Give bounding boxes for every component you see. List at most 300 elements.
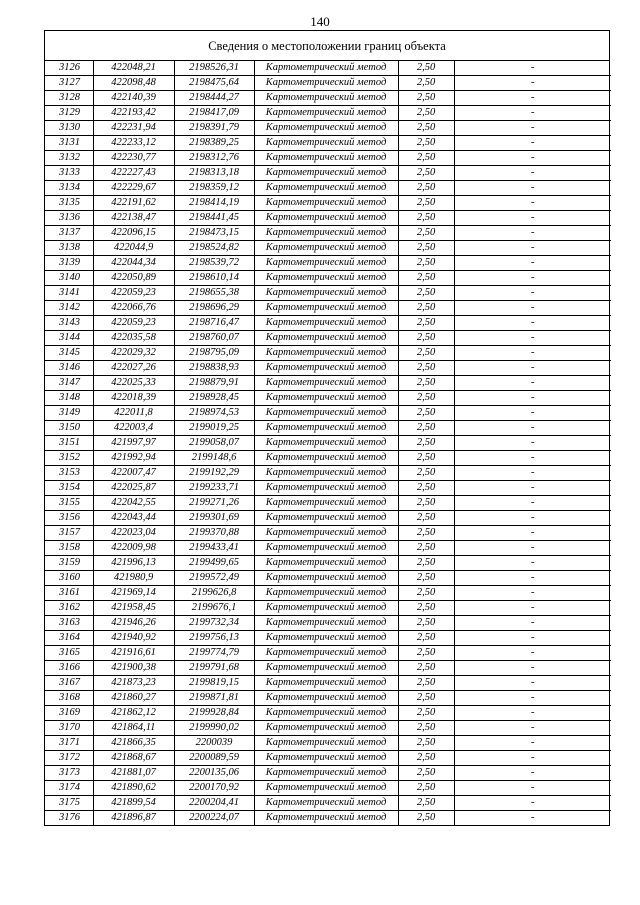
y-coordinate-cell: 2200089,59	[174, 751, 254, 766]
y-coordinate-cell: 2199676,1	[174, 601, 254, 616]
table-row	[45, 451, 611, 466]
x-coordinate-cell: 421997,97	[93, 436, 174, 451]
description-cell: -	[454, 796, 611, 811]
method-cell: Картометрический метод	[254, 61, 398, 76]
y-coordinate-cell: 2199148,6	[174, 451, 254, 466]
description-cell: -	[454, 286, 611, 301]
point-number-cell: 3170	[45, 721, 93, 736]
description-cell: -	[454, 571, 611, 586]
method-cell: Картометрический метод	[254, 301, 398, 316]
description-cell: -	[454, 271, 611, 286]
accuracy-cell: 2,50	[398, 121, 454, 136]
method-cell: Картометрический метод	[254, 511, 398, 526]
table-row	[45, 421, 611, 436]
x-coordinate-cell: 421896,87	[93, 811, 174, 826]
accuracy-cell: 2,50	[398, 166, 454, 181]
point-number-cell: 3150	[45, 421, 93, 436]
x-coordinate-cell: 422044,9	[93, 241, 174, 256]
table-row	[45, 436, 611, 451]
accuracy-cell: 2,50	[398, 796, 454, 811]
x-coordinate-cell: 422140,39	[93, 91, 174, 106]
accuracy-cell: 2,50	[398, 136, 454, 151]
y-coordinate-cell: 2198391,79	[174, 121, 254, 136]
y-coordinate-cell: 2199819,15	[174, 676, 254, 691]
y-coordinate-cell: 2198760,07	[174, 331, 254, 346]
y-coordinate-cell: 2198475,64	[174, 76, 254, 91]
description-cell: -	[454, 256, 611, 271]
description-cell: -	[454, 451, 611, 466]
accuracy-cell: 2,50	[398, 811, 454, 826]
description-cell: -	[454, 181, 611, 196]
accuracy-cell: 2,50	[398, 541, 454, 556]
method-cell: Картометрический метод	[254, 181, 398, 196]
point-number-cell: 3127	[45, 76, 93, 91]
description-cell: -	[454, 151, 611, 166]
accuracy-cell: 2,50	[398, 571, 454, 586]
accuracy-cell: 2,50	[398, 466, 454, 481]
x-coordinate-cell: 422023,04	[93, 526, 174, 541]
table-row	[45, 406, 611, 421]
x-coordinate-cell: 421866,35	[93, 736, 174, 751]
accuracy-cell: 2,50	[398, 316, 454, 331]
method-cell: Картометрический метод	[254, 601, 398, 616]
method-cell: Картометрический метод	[254, 136, 398, 151]
method-cell: Картометрический метод	[254, 616, 398, 631]
table-row	[45, 361, 611, 376]
description-cell: -	[454, 601, 611, 616]
x-coordinate-cell: 422009,98	[93, 541, 174, 556]
method-cell: Картометрический метод	[254, 736, 398, 751]
table-row	[45, 676, 611, 691]
table-row	[45, 271, 611, 286]
table-row	[45, 646, 611, 661]
y-coordinate-cell: 2198389,25	[174, 136, 254, 151]
table-row	[45, 196, 611, 211]
y-coordinate-cell: 2198444,27	[174, 91, 254, 106]
table-row	[45, 811, 611, 826]
description-cell: -	[454, 391, 611, 406]
description-cell: -	[454, 106, 611, 121]
table-row	[45, 796, 611, 811]
point-number-cell: 3162	[45, 601, 93, 616]
method-cell: Картометрический метод	[254, 196, 398, 211]
accuracy-cell: 2,50	[398, 91, 454, 106]
y-coordinate-cell: 2198655,38	[174, 286, 254, 301]
description-cell: -	[454, 646, 611, 661]
x-coordinate-cell: 421860,27	[93, 691, 174, 706]
point-number-cell: 3130	[45, 121, 93, 136]
table-row	[45, 466, 611, 481]
y-coordinate-cell: 2199301,69	[174, 511, 254, 526]
point-number-cell: 3143	[45, 316, 93, 331]
accuracy-cell: 2,50	[398, 646, 454, 661]
accuracy-cell: 2,50	[398, 691, 454, 706]
description-cell: -	[454, 496, 611, 511]
accuracy-cell: 2,50	[398, 481, 454, 496]
y-coordinate-cell: 2199774,79	[174, 646, 254, 661]
table-row	[45, 136, 611, 151]
y-coordinate-cell: 2198539,72	[174, 256, 254, 271]
point-number-cell: 3142	[45, 301, 93, 316]
table-row	[45, 241, 611, 256]
point-number-cell: 3164	[45, 631, 93, 646]
x-coordinate-cell: 422003,4	[93, 421, 174, 436]
table-row	[45, 151, 611, 166]
point-number-cell: 3126	[45, 61, 93, 76]
y-coordinate-cell: 2198716,47	[174, 316, 254, 331]
description-cell: -	[454, 121, 611, 136]
point-number-cell: 3175	[45, 796, 93, 811]
x-coordinate-cell: 422229,67	[93, 181, 174, 196]
y-coordinate-cell: 2199271,26	[174, 496, 254, 511]
method-cell: Картометрический метод	[254, 571, 398, 586]
method-cell: Картометрический метод	[254, 676, 398, 691]
table-row	[45, 91, 611, 106]
method-cell: Картометрический метод	[254, 286, 398, 301]
x-coordinate-cell: 422193,42	[93, 106, 174, 121]
y-coordinate-cell: 2198414,19	[174, 196, 254, 211]
accuracy-cell: 2,50	[398, 226, 454, 241]
description-cell: -	[454, 226, 611, 241]
point-number-cell: 3139	[45, 256, 93, 271]
accuracy-cell: 2,50	[398, 361, 454, 376]
point-number-cell: 3147	[45, 376, 93, 391]
point-number-cell: 3163	[45, 616, 93, 631]
accuracy-cell: 2,50	[398, 676, 454, 691]
y-coordinate-cell: 2199433,41	[174, 541, 254, 556]
method-cell: Картометрический метод	[254, 481, 398, 496]
method-cell: Картометрический метод	[254, 631, 398, 646]
method-cell: Картометрический метод	[254, 781, 398, 796]
table-row	[45, 616, 611, 631]
x-coordinate-cell: 422098,48	[93, 76, 174, 91]
point-number-cell: 3157	[45, 526, 93, 541]
y-coordinate-cell: 2198696,29	[174, 301, 254, 316]
point-number-cell: 3149	[45, 406, 93, 421]
point-number-cell: 3159	[45, 556, 93, 571]
description-cell: -	[454, 526, 611, 541]
method-cell: Картометрический метод	[254, 466, 398, 481]
x-coordinate-cell: 422027,26	[93, 361, 174, 376]
table-row	[45, 301, 611, 316]
x-coordinate-cell: 421881,07	[93, 766, 174, 781]
point-number-cell: 3148	[45, 391, 93, 406]
x-coordinate-cell: 421958,45	[93, 601, 174, 616]
description-cell: -	[454, 406, 611, 421]
x-coordinate-cell: 421873,23	[93, 676, 174, 691]
point-number-cell: 3165	[45, 646, 93, 661]
table-row	[45, 556, 611, 571]
method-cell: Картометрический метод	[254, 706, 398, 721]
x-coordinate-cell: 422025,87	[93, 481, 174, 496]
accuracy-cell: 2,50	[398, 751, 454, 766]
method-cell: Картометрический метод	[254, 796, 398, 811]
y-coordinate-cell: 2199019,25	[174, 421, 254, 436]
x-coordinate-cell: 421969,14	[93, 586, 174, 601]
accuracy-cell: 2,50	[398, 421, 454, 436]
accuracy-cell: 2,50	[398, 721, 454, 736]
description-cell: -	[454, 91, 611, 106]
method-cell: Картометрический метод	[254, 211, 398, 226]
point-number-cell: 3141	[45, 286, 93, 301]
y-coordinate-cell: 2198359,12	[174, 181, 254, 196]
table-row	[45, 256, 611, 271]
description-cell: -	[454, 136, 611, 151]
x-coordinate-cell: 422042,55	[93, 496, 174, 511]
description-cell: -	[454, 466, 611, 481]
accuracy-cell: 2,50	[398, 241, 454, 256]
accuracy-cell: 2,50	[398, 61, 454, 76]
table-row	[45, 631, 611, 646]
x-coordinate-cell: 422007,47	[93, 466, 174, 481]
x-coordinate-cell: 422059,23	[93, 316, 174, 331]
y-coordinate-cell: 2199233,71	[174, 481, 254, 496]
accuracy-cell: 2,50	[398, 616, 454, 631]
table-row	[45, 691, 611, 706]
table-row	[45, 391, 611, 406]
x-coordinate-cell: 422043,44	[93, 511, 174, 526]
y-coordinate-cell: 2199756,13	[174, 631, 254, 646]
method-cell: Картометрический метод	[254, 811, 398, 826]
boundary-table-sheet	[44, 30, 610, 826]
method-cell: Картометрический метод	[254, 691, 398, 706]
point-number-cell: 3136	[45, 211, 93, 226]
point-number-cell: 3174	[45, 781, 93, 796]
x-coordinate-cell: 422044,34	[93, 256, 174, 271]
accuracy-cell: 2,50	[398, 451, 454, 466]
x-coordinate-cell: 421992,94	[93, 451, 174, 466]
description-cell: -	[454, 586, 611, 601]
description-cell: -	[454, 436, 611, 451]
table-row	[45, 331, 611, 346]
point-number-cell: 3168	[45, 691, 93, 706]
method-cell: Картометрический метод	[254, 346, 398, 361]
point-number-cell: 3129	[45, 106, 93, 121]
accuracy-cell: 2,50	[398, 196, 454, 211]
point-number-cell: 3138	[45, 241, 93, 256]
method-cell: Картометрический метод	[254, 406, 398, 421]
x-coordinate-cell: 421980,9	[93, 571, 174, 586]
accuracy-cell: 2,50	[398, 736, 454, 751]
y-coordinate-cell: 2199058,07	[174, 436, 254, 451]
x-coordinate-cell: 422066,76	[93, 301, 174, 316]
method-cell: Картометрический метод	[254, 451, 398, 466]
x-coordinate-cell: 422231,94	[93, 121, 174, 136]
accuracy-cell: 2,50	[398, 271, 454, 286]
x-coordinate-cell: 422029,32	[93, 346, 174, 361]
x-coordinate-cell: 421868,67	[93, 751, 174, 766]
description-cell: -	[454, 676, 611, 691]
table-row	[45, 316, 611, 331]
table-row	[45, 661, 611, 676]
x-coordinate-cell: 421899,54	[93, 796, 174, 811]
accuracy-cell: 2,50	[398, 781, 454, 796]
y-coordinate-cell: 2198441,45	[174, 211, 254, 226]
method-cell: Картометрический метод	[254, 76, 398, 91]
description-cell: -	[454, 211, 611, 226]
table-row	[45, 376, 611, 391]
accuracy-cell: 2,50	[398, 526, 454, 541]
description-cell: -	[454, 556, 611, 571]
point-number-cell: 3135	[45, 196, 93, 211]
table-row	[45, 571, 611, 586]
coordinates-table	[45, 61, 611, 825]
section-title: Сведения о местоположении границ объекта	[45, 31, 609, 61]
y-coordinate-cell: 2199626,8	[174, 586, 254, 601]
x-coordinate-cell: 421946,26	[93, 616, 174, 631]
description-cell: -	[454, 766, 611, 781]
method-cell: Картометрический метод	[254, 541, 398, 556]
y-coordinate-cell: 2200039	[174, 736, 254, 751]
table-row	[45, 121, 611, 136]
y-coordinate-cell: 2198313,18	[174, 166, 254, 181]
description-cell: -	[454, 706, 611, 721]
x-coordinate-cell: 422138,47	[93, 211, 174, 226]
description-cell: -	[454, 346, 611, 361]
method-cell: Картометрический метод	[254, 721, 398, 736]
point-number-cell: 3156	[45, 511, 93, 526]
accuracy-cell: 2,50	[398, 391, 454, 406]
y-coordinate-cell: 2198312,76	[174, 151, 254, 166]
table-row	[45, 541, 611, 556]
x-coordinate-cell: 422230,77	[93, 151, 174, 166]
point-number-cell: 3171	[45, 736, 93, 751]
method-cell: Картометрический метод	[254, 106, 398, 121]
table-row	[45, 286, 611, 301]
point-number-cell: 3133	[45, 166, 93, 181]
y-coordinate-cell: 2198928,45	[174, 391, 254, 406]
table-row	[45, 766, 611, 781]
table-row	[45, 721, 611, 736]
point-number-cell: 3167	[45, 676, 93, 691]
x-coordinate-cell: 422050,89	[93, 271, 174, 286]
table-row	[45, 181, 611, 196]
point-number-cell: 3166	[45, 661, 93, 676]
table-row	[45, 76, 611, 91]
table-row	[45, 166, 611, 181]
y-coordinate-cell: 2198610,14	[174, 271, 254, 286]
point-number-cell: 3134	[45, 181, 93, 196]
y-coordinate-cell: 2198473,15	[174, 226, 254, 241]
accuracy-cell: 2,50	[398, 406, 454, 421]
point-number-cell: 3155	[45, 496, 93, 511]
accuracy-cell: 2,50	[398, 151, 454, 166]
table-row	[45, 226, 611, 241]
y-coordinate-cell: 2200204,41	[174, 796, 254, 811]
description-cell: -	[454, 691, 611, 706]
x-coordinate-cell: 421864,11	[93, 721, 174, 736]
method-cell: Картометрический метод	[254, 376, 398, 391]
table-row	[45, 586, 611, 601]
accuracy-cell: 2,50	[398, 211, 454, 226]
table-row	[45, 496, 611, 511]
description-cell: -	[454, 76, 611, 91]
point-number-cell: 3153	[45, 466, 93, 481]
x-coordinate-cell: 422059,23	[93, 286, 174, 301]
x-coordinate-cell: 421916,61	[93, 646, 174, 661]
point-number-cell: 3169	[45, 706, 93, 721]
table-row	[45, 781, 611, 796]
method-cell: Картометрический метод	[254, 331, 398, 346]
y-coordinate-cell: 2199928,84	[174, 706, 254, 721]
point-number-cell: 3131	[45, 136, 93, 151]
description-cell: -	[454, 811, 611, 826]
point-number-cell: 3144	[45, 331, 93, 346]
description-cell: -	[454, 316, 611, 331]
accuracy-cell: 2,50	[398, 766, 454, 781]
method-cell: Картометрический метод	[254, 166, 398, 181]
x-coordinate-cell: 422018,39	[93, 391, 174, 406]
coordinates-table-body	[45, 61, 611, 825]
y-coordinate-cell: 2199499,65	[174, 556, 254, 571]
accuracy-cell: 2,50	[398, 181, 454, 196]
y-coordinate-cell: 2198417,09	[174, 106, 254, 121]
method-cell: Картометрический метод	[254, 526, 398, 541]
point-number-cell: 3160	[45, 571, 93, 586]
method-cell: Картометрический метод	[254, 391, 398, 406]
method-cell: Картометрический метод	[254, 661, 398, 676]
accuracy-cell: 2,50	[398, 331, 454, 346]
x-coordinate-cell: 422011,8	[93, 406, 174, 421]
table-row	[45, 481, 611, 496]
description-cell: -	[454, 511, 611, 526]
accuracy-cell: 2,50	[398, 661, 454, 676]
accuracy-cell: 2,50	[398, 436, 454, 451]
method-cell: Картометрический метод	[254, 646, 398, 661]
y-coordinate-cell: 2198526,31	[174, 61, 254, 76]
point-number-cell: 3140	[45, 271, 93, 286]
y-coordinate-cell: 2199871,81	[174, 691, 254, 706]
y-coordinate-cell: 2198524,82	[174, 241, 254, 256]
table-row	[45, 106, 611, 121]
accuracy-cell: 2,50	[398, 706, 454, 721]
y-coordinate-cell: 2198838,93	[174, 361, 254, 376]
table-row	[45, 526, 611, 541]
description-cell: -	[454, 481, 611, 496]
x-coordinate-cell: 421940,92	[93, 631, 174, 646]
point-number-cell: 3176	[45, 811, 93, 826]
accuracy-cell: 2,50	[398, 556, 454, 571]
point-number-cell: 3145	[45, 346, 93, 361]
point-number-cell: 3152	[45, 451, 93, 466]
description-cell: -	[454, 736, 611, 751]
point-number-cell: 3137	[45, 226, 93, 241]
x-coordinate-cell: 421900,38	[93, 661, 174, 676]
table-row	[45, 751, 611, 766]
method-cell: Картометрический метод	[254, 316, 398, 331]
x-coordinate-cell: 422035,58	[93, 331, 174, 346]
method-cell: Картометрический метод	[254, 271, 398, 286]
description-cell: -	[454, 721, 611, 736]
page-number: 140	[310, 14, 330, 29]
point-number-cell: 3173	[45, 766, 93, 781]
accuracy-cell: 2,50	[398, 346, 454, 361]
description-cell: -	[454, 61, 611, 76]
table-row	[45, 601, 611, 616]
method-cell: Картометрический метод	[254, 91, 398, 106]
description-cell: -	[454, 196, 611, 211]
description-cell: -	[454, 241, 611, 256]
x-coordinate-cell: 422227,43	[93, 166, 174, 181]
accuracy-cell: 2,50	[398, 286, 454, 301]
description-cell: -	[454, 166, 611, 181]
x-coordinate-cell: 422048,21	[93, 61, 174, 76]
y-coordinate-cell: 2199370,88	[174, 526, 254, 541]
y-coordinate-cell: 2198795,09	[174, 346, 254, 361]
method-cell: Картометрический метод	[254, 556, 398, 571]
method-cell: Картометрический метод	[254, 436, 398, 451]
x-coordinate-cell: 421996,13	[93, 556, 174, 571]
